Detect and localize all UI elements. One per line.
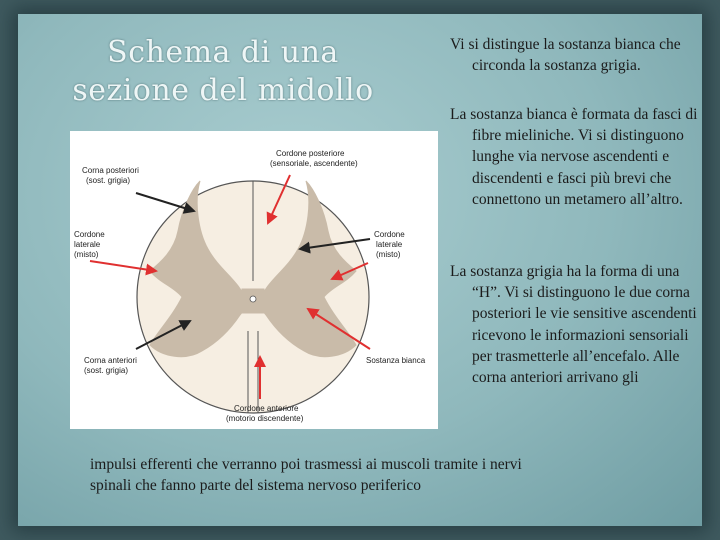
label-posterior-horns-2: (sost. grigia) <box>86 176 131 185</box>
slide <box>18 14 702 526</box>
label-lateral-right-2: laterale <box>376 240 403 249</box>
label-lateral-right-1: Cordone <box>374 230 405 239</box>
label-anterior-cord-1: Cordone anteriore <box>234 404 299 413</box>
label-lateral-left-1: Cordone <box>74 230 105 239</box>
central-canal <box>250 296 256 302</box>
label-anterior-horns-1: Corna anteriori <box>84 356 137 365</box>
label-anterior-cord-2: (motorio discendente) <box>226 414 304 423</box>
paragraph-grey-matter-continued <box>90 454 690 496</box>
spinal-cord-diagram <box>70 131 438 429</box>
paragraph-white-vs-grey: Vi si distingue la sostanza bianca che circonda la sostanza grigia. <box>450 36 681 75</box>
paragraph-white-matter: La sostanza bianca è formata da fasci di fibre mieliniche. Vi si distinguono lunghe via nervose ascendenti e discendenti e fasci più brevi che connettono un metamero all’altro. <box>450 106 698 208</box>
title-line-1: Schema di una <box>107 35 339 70</box>
paragraph-grey-matter: La sostanza grigia ha la forma di una “H”. Vi si distinguono le due corna posteriori le vie sensitive ascendenti ricevono le informazioni sensoriali per trasmetterle all’encefalo. Alle corna anteriori arrivano gli <box>450 263 697 387</box>
title-line-2: sezione del midollo <box>72 73 374 108</box>
arrow-posterior-horns <box>136 193 194 211</box>
label-posterior-cord-1: Cordone posteriore <box>276 149 345 158</box>
label-posterior-horns-1: Corna posteriori <box>82 166 139 175</box>
label-lateral-left-3: (misto) <box>74 250 99 259</box>
label-anterior-horns-2: (sost. grigia) <box>84 366 129 375</box>
continued-line-1: impulsi efferenti che verranno poi trasmessi ai muscoli tramite i nervi <box>90 456 522 473</box>
spinal-cord-svg <box>70 131 438 429</box>
label-posterior-cord-2: (sensoriale, ascendente) <box>270 159 358 168</box>
slide-title <box>58 34 388 110</box>
continued-line-2: spinali che fanno parte del sistema nervoso periferico <box>90 477 421 495</box>
label-lateral-left-2: laterale <box>74 240 101 249</box>
label-white-matter: Sostanza bianca <box>366 356 426 365</box>
label-lateral-right-3: (misto) <box>376 250 401 259</box>
